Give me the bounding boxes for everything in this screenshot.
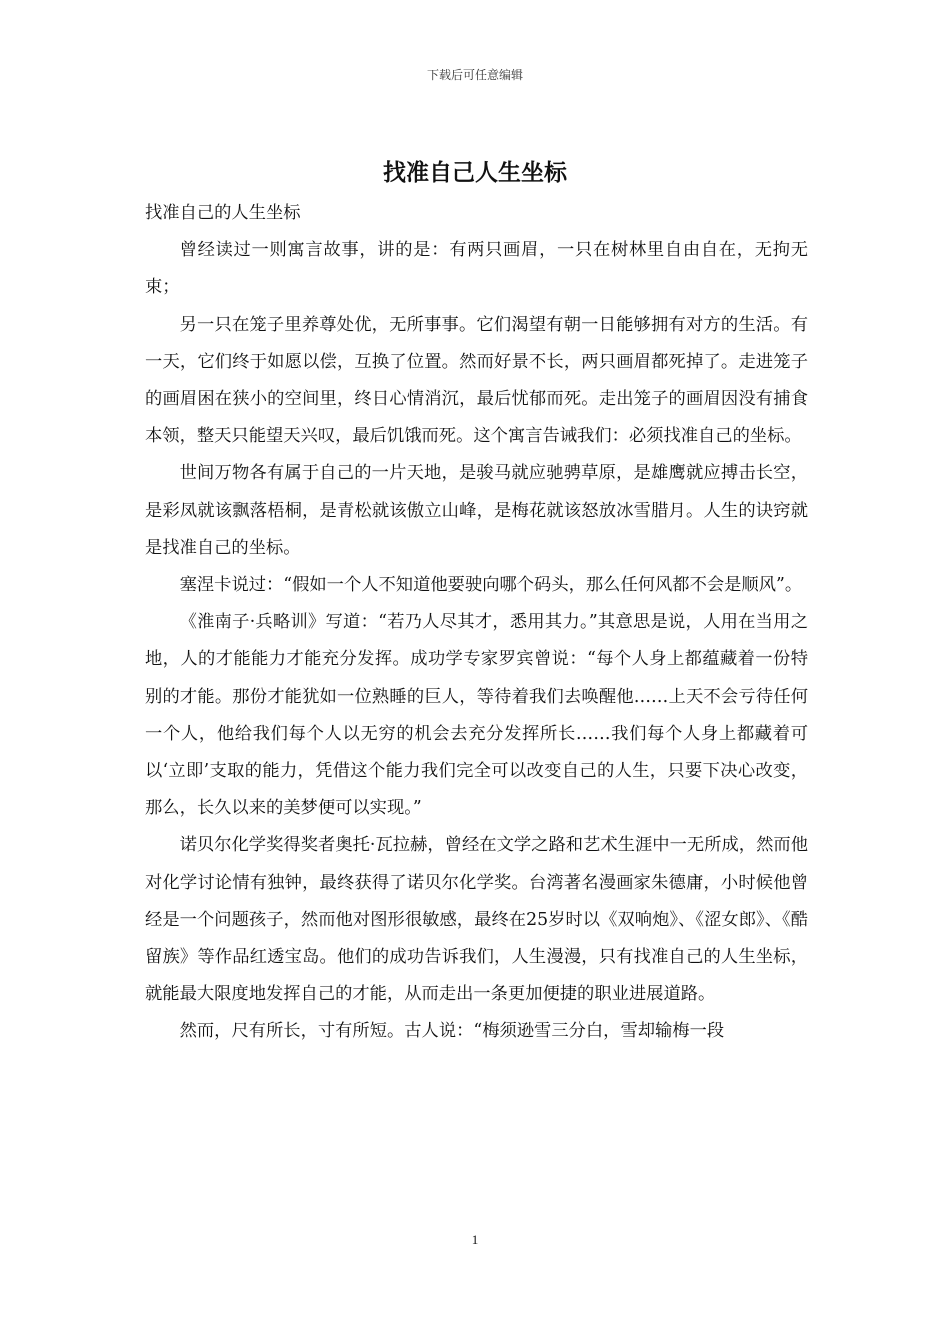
paragraph: 世间万物各有属于自己的一片天地，是骏马就应驰骋草原，是雄鹰就应搏击长空，是彩凤就该飘落梧桐，是青松就该傲立山峰，是梅花就该怒放冰雪腊月。人生的诀窍就是找准自己的坐标。 — [145, 463, 808, 558]
document-body — [145, 195, 808, 1051]
paragraph: 诺贝尔化学奖得奖者奥托·瓦拉赫，曾经在文学之路和艺术生涯中一无所成，然而他对化学讨论情有独钟，最终获得了诺贝尔化学奖。台湾著名漫画家朱德庸，小时候他曾经是一个问题孩子，然而他对图形很敏感，最终在25岁时以《双响炮》、《涩女郎》、《酷留族》等作品红透宝岛。他们的成功告诉我们，人生漫漫，只有找准自己的人生坐标，就能最大限度地发挥自己的才能，从而走出一条更加便捷的职业进展道路。 — [145, 835, 808, 1005]
paragraph: 另一只在笼子里养尊处优，无所事事。它们渴望有朝一日能够拥有对方的生活。有一天，它们终于如愿以偿，互换了位置。然而好景不长，两只画眉都死掉了。走进笼子的画眉困在狭小的空间里，终日心情消沉，最后忧郁而死。走出笼子的画眉因没有捕食本领，整天只能望天兴叹，最后饥饿而死。这个寓言告诫我们：必须找准自己的坐标。 — [145, 314, 808, 447]
subtitle-paragraph: 找准自己的人生坐标 — [145, 203, 301, 223]
header-note: 下载后可任意编辑 — [426, 68, 523, 82]
paragraph: 《淮南子·兵略训》写道：“若乃人尽其才，悉用其力。”其意思是说，人用在当用之地，人的才能能力才能充分发挥。成功学专家罗宾曾说：“每个人身上都蕴藏着一份特别的才能。那份才能犹如一位熟睡的巨人，等待着我们去唤醒他……上天不会亏待任何一个人，他给我们每个人以无穷的机会去充分发挥所长……我们每个人身上都藏着可以‘立即’支取的能力，凭借这个能力我们完全可以改变自己的人生，只要下决心改变，那么，长久以来的美梦便可以实现。” — [145, 612, 808, 819]
paragraph: 曾经读过一则寓言故事，讲的是：有两只画眉，一只在树林里自由自在，无拘无束； — [145, 240, 808, 298]
paragraph: 塞涅卡说过：“假如一个人不知道他要驶向哪个码头，那么任何风都不会是顺风”。 — [179, 575, 803, 596]
page-number: 1 — [471, 1232, 479, 1247]
document-title: 找准自己人生坐标 — [383, 160, 567, 186]
paragraph: 然而，尺有所长，寸有所短。古人说：“梅须逊雪三分白，雪却输梅一段 — [179, 1021, 725, 1042]
